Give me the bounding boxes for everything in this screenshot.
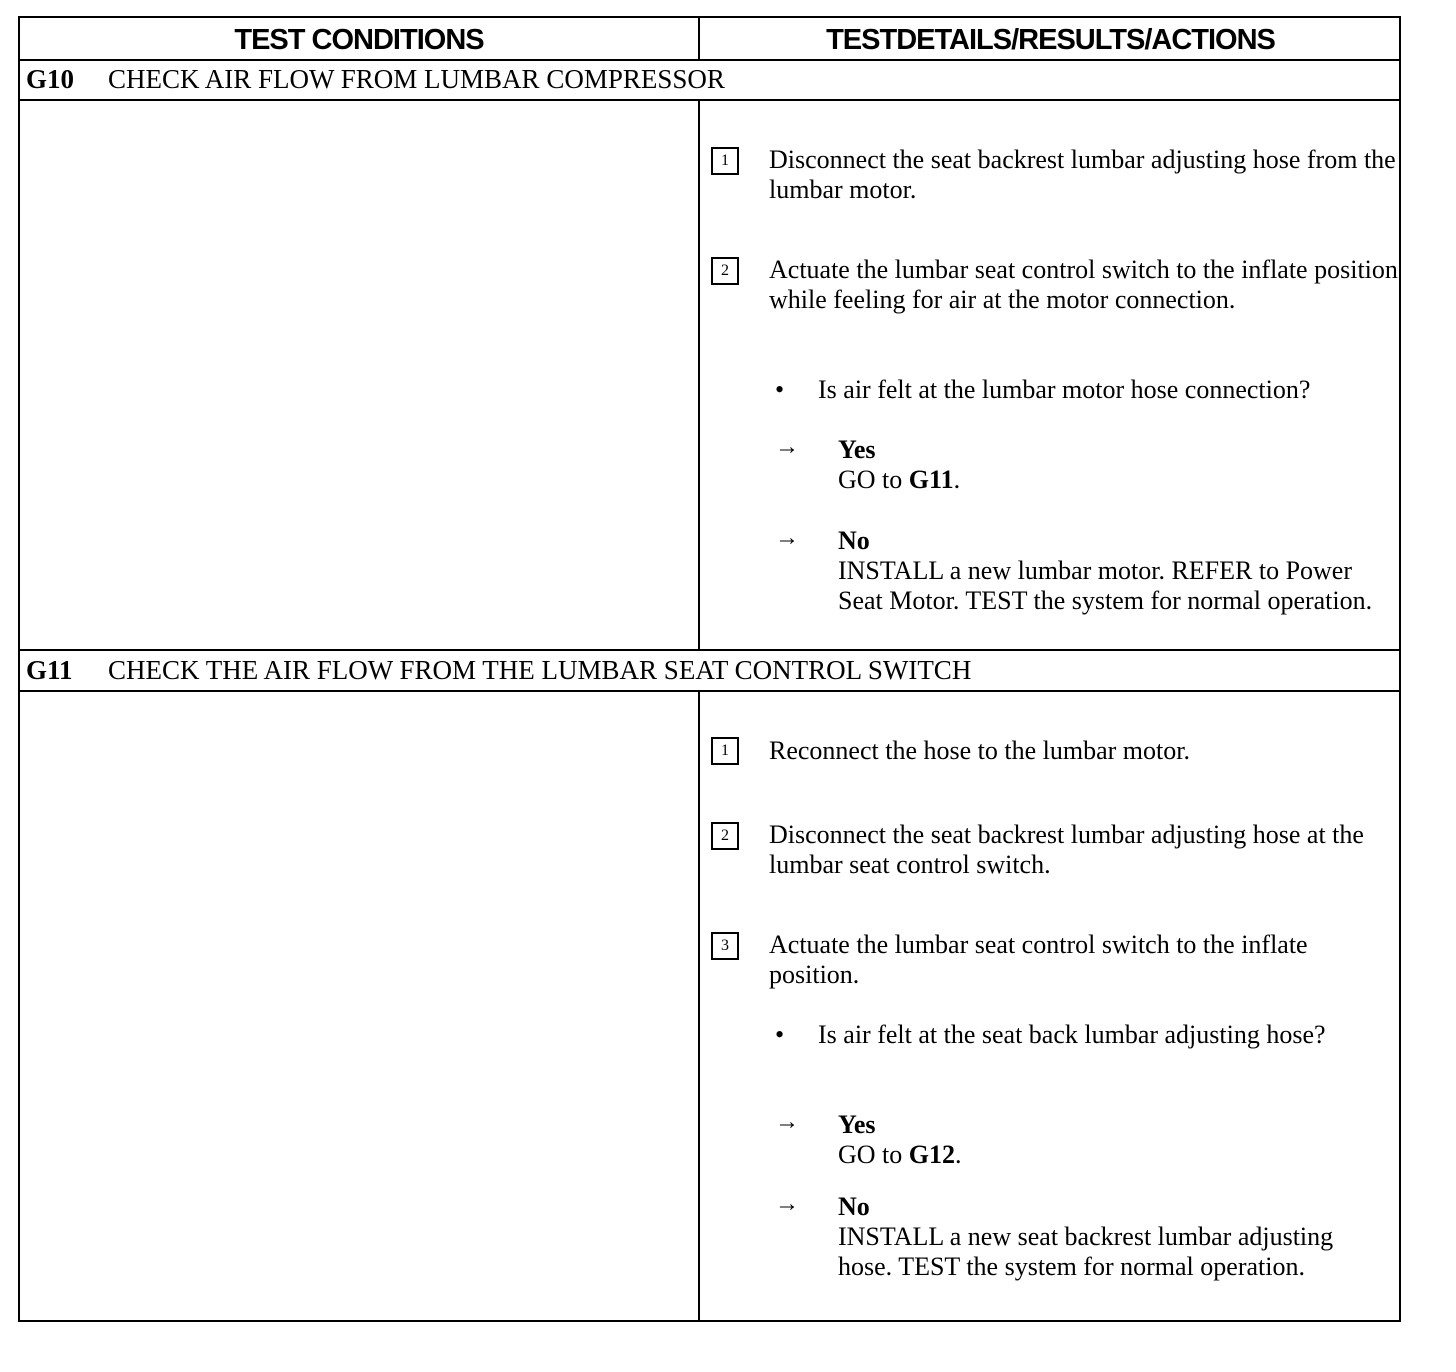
arrow-right-icon: → bbox=[775, 434, 799, 460]
arrow-right-icon: → bbox=[775, 1191, 799, 1217]
column-divider bbox=[698, 99, 700, 650]
no-action: INSTALL a new lumbar motor. REFER to Power Seat Motor. TEST the system for normal operation. bbox=[838, 556, 1373, 615]
row-divider bbox=[20, 649, 1399, 651]
header-test-details: TESTDETAILS/RESULTS/ACTIONS bbox=[826, 24, 1275, 56]
no-result bbox=[838, 526, 1378, 616]
section-title-g10 bbox=[26, 64, 725, 95]
header-test-conditions: TEST CONDITIONS bbox=[234, 24, 484, 56]
step-number-box: 1 bbox=[711, 147, 739, 175]
step-text: Actuate the lumbar seat control switch to the inflate position. bbox=[769, 930, 1308, 989]
yes-action-prefix: GO to bbox=[838, 1140, 909, 1169]
yes-action-prefix: GO to bbox=[838, 465, 909, 494]
yes-result bbox=[838, 1110, 1398, 1170]
step-number-box: 2 bbox=[711, 257, 739, 285]
section-title: CHECK AIR FLOW FROM LUMBAR COMPRESSOR bbox=[108, 64, 725, 94]
yes-label: Yes bbox=[838, 1110, 876, 1139]
yes-result bbox=[838, 435, 1398, 495]
step-text: Disconnect the seat backrest lumbar adjusting hose from the lumbar motor. bbox=[769, 145, 1396, 204]
no-action: INSTALL a new seat backrest lumbar adjusting hose. TEST the system for normal operation. bbox=[838, 1222, 1334, 1281]
no-label: No bbox=[838, 1192, 870, 1221]
row-divider bbox=[20, 99, 1399, 101]
diagnostic-table bbox=[18, 16, 1401, 1322]
question-text: Is air felt at the lumbar motor hose connection? bbox=[818, 375, 1311, 404]
section-title: CHECK THE AIR FLOW FROM THE LUMBAR SEAT CONTROL SWITCH bbox=[108, 655, 972, 685]
column-divider bbox=[698, 690, 700, 1322]
no-result bbox=[838, 1192, 1378, 1282]
step-number-box: 2 bbox=[711, 822, 739, 850]
section-title-g11 bbox=[26, 655, 971, 686]
bullet-icon: • bbox=[775, 375, 785, 404]
row-divider bbox=[20, 690, 1399, 692]
question-text: Is air felt at the seat back lumbar adjusting hose? bbox=[818, 1020, 1326, 1049]
yes-action-suffix: . bbox=[953, 465, 961, 494]
arrow-right-icon: → bbox=[775, 1109, 799, 1135]
step-text: Disconnect the seat backrest lumbar adjusting hose at the lumbar seat control switch. bbox=[769, 820, 1364, 879]
yes-label: Yes bbox=[838, 435, 876, 464]
yes-action-target: G11 bbox=[908, 465, 954, 494]
yes-action-suffix: . bbox=[955, 1140, 962, 1169]
step-text: Reconnect the hose to the lumbar motor. bbox=[769, 736, 1190, 765]
bullet-icon: • bbox=[775, 1020, 785, 1049]
step-number-box: 3 bbox=[711, 932, 739, 960]
step-number-box: 1 bbox=[711, 737, 739, 765]
section-id: G10 bbox=[26, 64, 75, 94]
section-id: G11 bbox=[26, 655, 73, 685]
step-text: Actuate the lumbar seat control switch to the inflate position while feeling for air at the motor connection. bbox=[769, 255, 1398, 314]
yes-action-target: G12 bbox=[908, 1140, 956, 1169]
no-label: No bbox=[838, 526, 870, 555]
arrow-right-icon: → bbox=[775, 525, 799, 551]
